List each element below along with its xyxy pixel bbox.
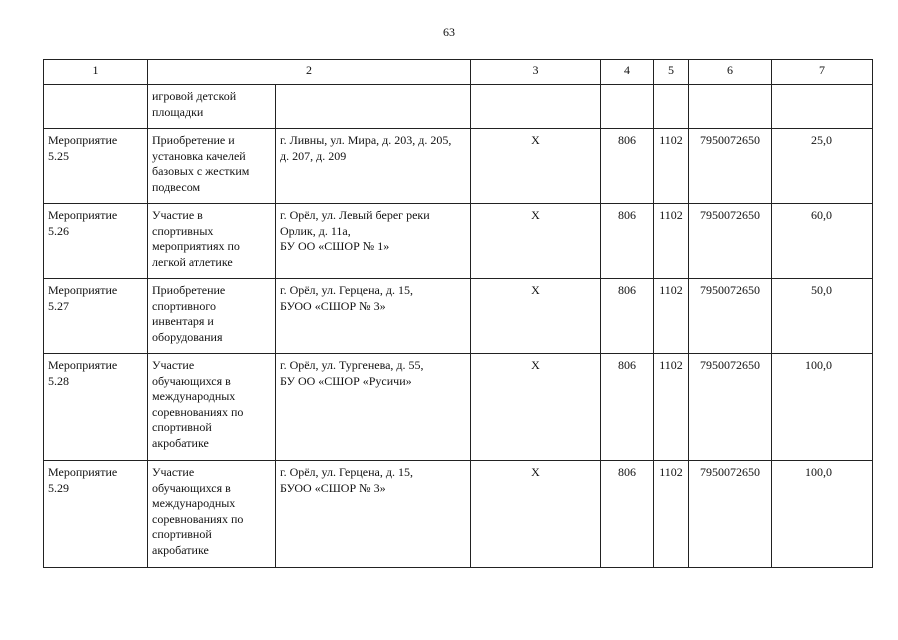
col4-cell — [601, 85, 654, 129]
measure-cell: Мероприятие 5.25 — [44, 129, 148, 204]
col7-cell: 25,0 — [772, 129, 873, 204]
col5-cell: 1102 — [654, 129, 689, 204]
col7-cell: 100,0 — [772, 461, 873, 568]
name-cell: игровой детской площадки — [148, 85, 276, 129]
name-cell: Приобретение спортивного инвентаря и оборудования — [148, 279, 276, 354]
table-row — [44, 129, 873, 204]
continuation-row — [44, 85, 873, 129]
address-cell: г. Ливны, ул. Мира, д. 203, д. 205, д. 207, д. 209 — [276, 129, 471, 204]
address-cell: г. Орёл, ул. Тургенева, д. 55, БУ ОО «СШОР «Русичи» — [276, 354, 471, 461]
col5-cell: 1102 — [654, 204, 689, 279]
col3-cell: Х — [471, 461, 601, 568]
table-row — [44, 204, 873, 279]
col3-cell — [471, 85, 601, 129]
col5-cell: 1102 — [654, 461, 689, 568]
table-row — [44, 279, 873, 354]
col7-cell: 100,0 — [772, 354, 873, 461]
col4-cell: 806 — [601, 354, 654, 461]
col6-cell: 7950072650 — [689, 461, 772, 568]
col6-cell: 7950072650 — [689, 354, 772, 461]
col6-cell: 7950072650 — [689, 279, 772, 354]
col5-cell: 1102 — [654, 354, 689, 461]
header-row — [44, 60, 873, 85]
col3-cell: Х — [471, 279, 601, 354]
budget-table — [43, 59, 873, 568]
header-cell-1: 1 — [44, 60, 148, 85]
name-cell: Участие обучающихся в международных соревнованиях по спортивной акробатике — [148, 461, 276, 568]
col5-cell: 1102 — [654, 279, 689, 354]
table-row — [44, 461, 873, 568]
measure-cell: Мероприятие 5.27 — [44, 279, 148, 354]
col4-cell: 806 — [601, 279, 654, 354]
header-cell-5: 5 — [654, 60, 689, 85]
col6-cell: 7950072650 — [689, 204, 772, 279]
address-cell: г. Орёл, ул. Левый берег реки Орлик, д. 11а, БУ ОО «СШОР № 1» — [276, 204, 471, 279]
col7-cell: 50,0 — [772, 279, 873, 354]
address-cell: г. Орёл, ул. Герцена, д. 15, БУОО «СШОР № 3» — [276, 461, 471, 568]
col5-cell — [654, 85, 689, 129]
col3-cell: Х — [471, 129, 601, 204]
header-cell-4: 4 — [601, 60, 654, 85]
col4-cell: 806 — [601, 461, 654, 568]
measure-cell: Мероприятие 5.26 — [44, 204, 148, 279]
name-cell: Приобретение и установка качелей базовых с жестким подвесом — [148, 129, 276, 204]
measure-cell: Мероприятие 5.28 — [44, 354, 148, 461]
header-cell-3: 3 — [471, 60, 601, 85]
address-cell — [276, 85, 471, 129]
col3-cell: Х — [471, 204, 601, 279]
col6-cell: 7950072650 — [689, 129, 772, 204]
col6-cell — [689, 85, 772, 129]
measure-cell — [44, 85, 148, 129]
name-cell: Участие обучающихся в международных соревнованиях по спортивной акробатике — [148, 354, 276, 461]
col7-cell: 60,0 — [772, 204, 873, 279]
header-cell-6: 6 — [689, 60, 772, 85]
address-cell: г. Орёл, ул. Герцена, д. 15, БУОО «СШОР № 3» — [276, 279, 471, 354]
name-cell: Участие в спортивных мероприятиях по легкой атлетике — [148, 204, 276, 279]
col4-cell: 806 — [601, 204, 654, 279]
header-cell-7: 7 — [772, 60, 873, 85]
col7-cell — [772, 85, 873, 129]
table-row — [44, 354, 873, 461]
measure-cell: Мероприятие 5.29 — [44, 461, 148, 568]
page-number: 63 — [443, 25, 455, 39]
col3-cell: Х — [471, 354, 601, 461]
col4-cell: 806 — [601, 129, 654, 204]
header-cell-2: 2 — [148, 60, 471, 85]
